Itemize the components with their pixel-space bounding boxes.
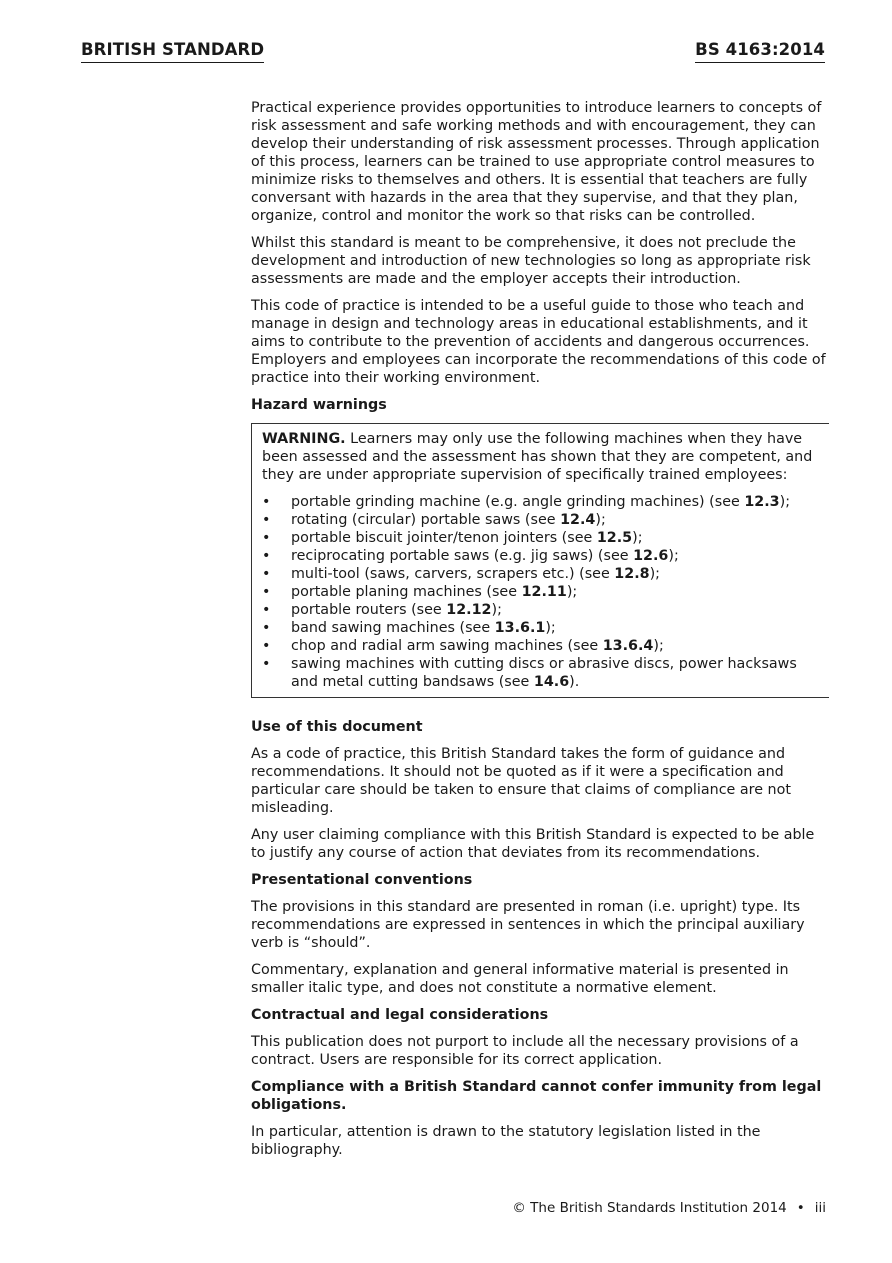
intro-paragraph: Whilst this standard is meant to be comprehensive, it does not preclude the development and introduction of new technologies so long as appropriate risk assessments are made and the employer accepts their introduction. bbox=[251, 235, 811, 287]
bullet-icon: • bbox=[262, 656, 271, 672]
list-item: • band sawing machines (see 13.6.1); bbox=[262, 620, 556, 636]
list-item: • reciprocating portable saws (e.g. jig saws) (see 12.6); bbox=[262, 548, 679, 564]
list-item: • portable planing machines (see 12.11); bbox=[262, 584, 578, 600]
intro-paragraph: This code of practice is intended to be a useful guide to those who teach and manage in design and technology areas in educational establishments, and it aims to contribute to the prevention of accidents and dangerous occurrences. Employers and employees can incorporate the recommendations of this code of practice into their working environment. bbox=[251, 298, 826, 386]
bullet-icon: • bbox=[262, 548, 271, 564]
clause-reference: 14.6 bbox=[533, 674, 570, 690]
presentational-conventions-heading: Presentational conventions bbox=[251, 872, 473, 888]
list-item: • multi-tool (saws, carvers, scrapers etc.) (see 12.8); bbox=[262, 566, 660, 582]
clause-reference: 13.6.1 bbox=[494, 620, 546, 636]
page-number: iii bbox=[814, 1200, 826, 1216]
warning-intro bbox=[262, 430, 823, 484]
copyright-notice: © The British Standards Institution 2014 bbox=[512, 1200, 787, 1216]
bullet-icon: • bbox=[262, 512, 271, 528]
main-content bbox=[251, 99, 829, 1168]
compliance-statement: Compliance with a British Standard cannot confer immunity from legal obligations. bbox=[251, 1079, 822, 1113]
use-of-document-heading: Use of this document bbox=[251, 719, 423, 735]
contractual-heading: Contractual and legal considerations bbox=[251, 1007, 549, 1023]
bullet-icon: • bbox=[262, 602, 271, 618]
clause-reference: 12.11 bbox=[521, 584, 567, 600]
standard-number: BS 4163:2014 bbox=[695, 40, 825, 63]
list-item: • portable biscuit jointer/tenon jointers (see 12.5); bbox=[262, 530, 643, 546]
bullet-icon: • bbox=[262, 620, 271, 636]
clause-reference: 12.6 bbox=[633, 548, 669, 564]
warning-label: WARNING. bbox=[262, 431, 346, 447]
list-item: • rotating (circular) portable saws (see 12.4); bbox=[262, 512, 606, 528]
warning-text: Learners may only use the following machines when they have been assessed and the assessment has shown that they are competent, and they are under appropriate supervision of specifically trained employees: bbox=[262, 431, 813, 483]
page-footer bbox=[512, 1199, 826, 1217]
body-paragraph: In particular, attention is drawn to the statutory legislation listed in the bibliography. bbox=[251, 1124, 761, 1158]
clause-reference: 12.4 bbox=[560, 512, 596, 528]
bullet-icon: • bbox=[262, 584, 271, 600]
intro-paragraph: Practical experience provides opportunities to introduce learners to concepts of risk assessment and safe working methods and with encouragement, they can develop their understanding of risk assessment processes. Through application of this process, learners can be trained to use appropriate control measures to minimize risks to themselves and others. It is essential that teachers are fully conversant with hazards in the area that they supervise, and that they plan, organize, control and monitor the work so that risks can be controlled. bbox=[251, 100, 822, 224]
body-paragraph: This publication does not purport to include all the necessary provisions of a contract. Users are responsible for its correct application. bbox=[251, 1034, 799, 1068]
clause-reference: 12.12 bbox=[446, 602, 492, 618]
bullet-icon: • bbox=[262, 566, 271, 582]
bullet-icon: • bbox=[262, 494, 271, 510]
header-title: BRITISH STANDARD bbox=[81, 40, 264, 63]
list-item: • portable grinding machine (e.g. angle grinding machines) (see 12.3); bbox=[262, 494, 791, 510]
clause-reference: 13.6.4 bbox=[602, 638, 654, 654]
list-item: • portable routers (see 12.12); bbox=[262, 602, 502, 618]
list-item: • sawing machines with cutting discs or abrasive discs, power hacksaws and metal cutting bandsaws (see 14.6). bbox=[262, 656, 797, 690]
list-item: • chop and radial arm sawing machines (see 13.6.4); bbox=[262, 638, 664, 654]
body-paragraph: As a code of practice, this British Standard takes the form of guidance and recommendations. It should not be quoted as if it were a specification and particular care should be taken to ensure that claims of compliance are not misleading. bbox=[251, 746, 791, 816]
warning-box bbox=[251, 423, 829, 698]
separator-dot: • bbox=[796, 1200, 805, 1216]
body-paragraph: The provisions in this standard are presented in roman (i.e. upright) type. Its recommendations are expressed in sentences in which the principal auxiliary verb is “should”. bbox=[251, 899, 805, 951]
hazard-warnings-heading: Hazard warnings bbox=[251, 397, 387, 413]
clause-reference: 12.8 bbox=[614, 566, 650, 582]
clause-reference: 12.5 bbox=[596, 530, 633, 546]
body-paragraph: Commentary, explanation and general informative material is presented in smaller italic type, and does not constitute a normative element. bbox=[251, 962, 789, 996]
bullet-icon: • bbox=[262, 638, 271, 654]
body-paragraph: Any user claiming compliance with this British Standard is expected to be able to justify any course of action that deviates from its recommendations. bbox=[251, 827, 815, 861]
bullet-icon: • bbox=[262, 530, 271, 546]
machine-list bbox=[262, 493, 823, 691]
clause-reference: 12.3 bbox=[744, 494, 780, 510]
